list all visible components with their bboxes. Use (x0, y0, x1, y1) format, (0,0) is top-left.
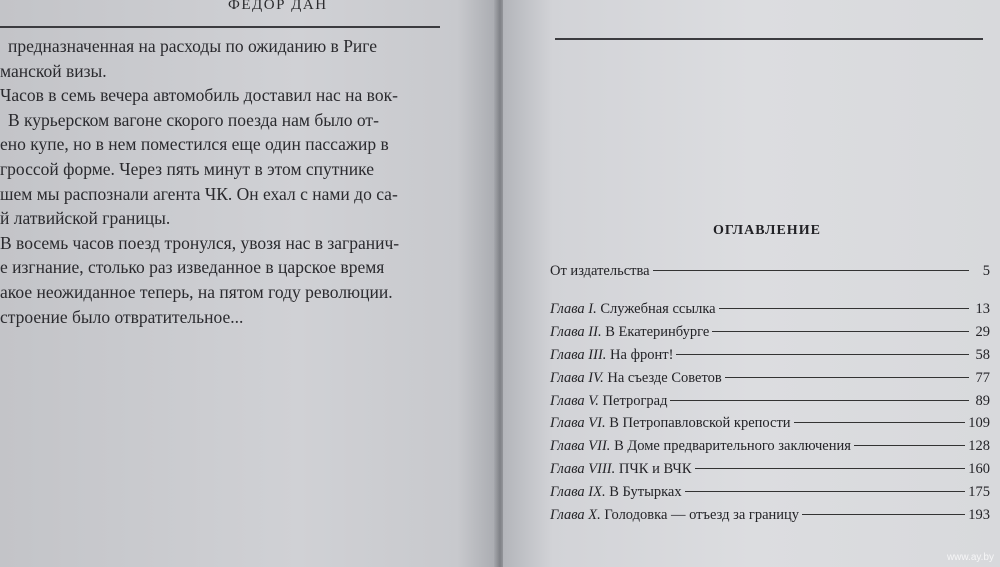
toc-entry-title: На фронт! (610, 347, 674, 363)
toc-entry-title: В Петропавловской крепости (609, 415, 791, 431)
toc-page-number: 13 (975, 301, 990, 317)
toc-entry (550, 263, 990, 283)
text-line: гроссой форме. Через пять минут в этом спутнике (0, 158, 374, 179)
body-text (0, 34, 470, 329)
chapter-number: Глава IV. (550, 370, 604, 386)
toc-entry-title: Петроград (602, 393, 668, 409)
toc-entry-title: В Доме предварительного заключения (614, 438, 851, 454)
text-line: й латвийской границы. (0, 208, 171, 229)
right-page (503, 0, 1000, 567)
text-line: акое неожиданное теперь, на пятом году революции. (0, 281, 393, 302)
text-line: Часов в семь вечера автомобиль доставил нас на вок- (0, 85, 398, 106)
show-through-texture (0, 300, 480, 567)
text-line: предназначенная на расходы по ожиданию в Риге (8, 36, 378, 56)
toc-entry-title: В Бутырках (609, 484, 682, 500)
text-line: строение было отвратительное... (0, 306, 244, 327)
toc-page-number: 175 (968, 484, 990, 500)
toc-entry-title: На съезде Советов (607, 370, 722, 386)
show-through-texture (811, 330, 991, 560)
toc-entry-label (550, 393, 667, 410)
text-line: В курьерском вагоне скорого поезда нам было от- (8, 109, 379, 130)
chapter-number: Глава X. (550, 507, 601, 523)
toc-entry-label (550, 507, 799, 524)
toc-entry-title: Служебная ссылка (600, 301, 716, 317)
toc-entry-title: Голодовка — отъезд за границу (604, 507, 800, 523)
left-page (0, 0, 497, 567)
toc-leader (719, 308, 969, 309)
chapter-number: Глава VI. (550, 415, 606, 431)
chapter-number: Глава VIII. (550, 461, 616, 477)
text-line: манской визы. (0, 60, 107, 81)
toc-title: ОГЛАВЛЕНИЕ (713, 223, 821, 238)
toc-entry-title: ПЧК и ВЧК (618, 461, 692, 477)
toc-entry-label (550, 301, 716, 318)
toc-page-number: 193 (968, 507, 990, 523)
toc-page-number: 5 (982, 263, 990, 279)
toc-entry-label (550, 484, 682, 501)
header-rule (555, 38, 983, 40)
toc-entry-label (550, 461, 692, 478)
text-line: В восемь часов поезд тронулся, увозя нас в загранич- (0, 232, 400, 253)
toc-page-number: 58 (975, 347, 990, 363)
header-rule (0, 26, 440, 28)
chapter-number: Глава III. (550, 347, 607, 363)
toc-entry-title: В Екатеринбурге (605, 324, 710, 340)
chapter-number: Глава I. (550, 301, 597, 317)
toc-entry-title: От издательства (550, 263, 650, 279)
toc-page-number: 89 (975, 393, 990, 409)
toc-page-number: 109 (968, 415, 990, 431)
text-line: е изгнание, столько раз изведанное в царское время (0, 257, 385, 278)
running-head: ФЕДОР ДАН (228, 0, 328, 13)
chapter-number: Глава II. (550, 324, 602, 340)
toc-page-number: 128 (968, 438, 990, 454)
toc-entry-label (550, 347, 673, 364)
watermark: www.ay.by (946, 552, 994, 563)
toc-entry (550, 301, 990, 321)
chapter-number: Глава VII. (550, 438, 611, 454)
text-line: шем мы распознали агента ЧК. Он ехал с нами до са- (0, 183, 398, 204)
toc-page-number: 77 (975, 370, 990, 386)
toc-entry-label (550, 438, 851, 455)
toc-entry-label (550, 370, 722, 387)
toc-page-number: 29 (975, 324, 990, 340)
toc-entry-label (550, 415, 791, 432)
chapter-number: Глава V. (550, 393, 599, 409)
toc-page-number: 160 (968, 461, 990, 477)
chapter-number: Глава IX. (550, 484, 606, 500)
toc-leader (653, 270, 969, 271)
text-line: ено купе, но в нем поместился еще один пассажир в (0, 134, 389, 155)
toc-entry-label (550, 324, 709, 341)
